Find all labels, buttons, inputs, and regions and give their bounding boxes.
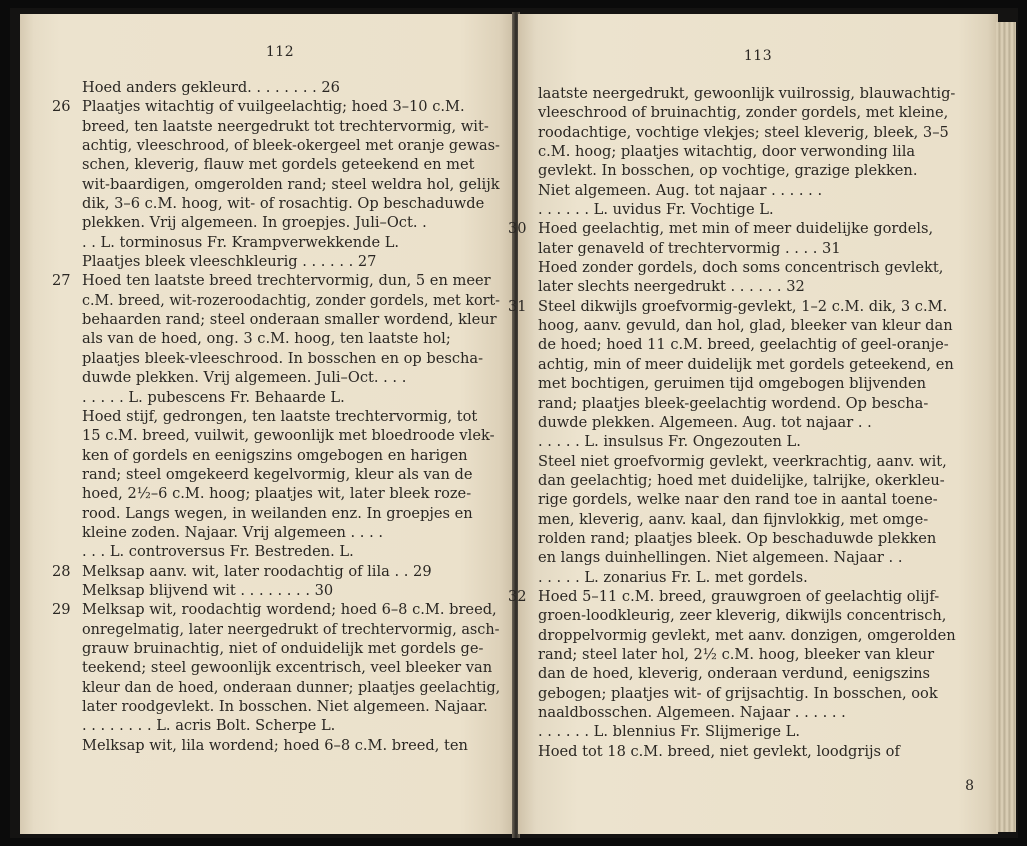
text-line [538,374,966,393]
text-line [538,394,966,413]
line-text: . . . L. controversus Fr. Bestreden. L. [82,543,354,561]
line-text: kleur dan de hoed, onderaan dunner; plaatjes geelachtig, [82,678,501,696]
page-number-left: 112 [265,44,295,60]
line-text: later roodgevlekt. In bosschen. Niet algemeen. Najaar. [82,698,488,715]
text-line [508,587,966,606]
text-line [538,568,966,587]
line-text: gebogen; plaatjes wit- of grijsachtig. In bosschen, ook [538,684,938,702]
text-line [538,490,966,509]
text-line [82,117,500,136]
line-text: Steel niet groefvormig gevlekt, veerkrachtig, aanv. wit, [538,452,947,470]
page-edges [996,22,1016,832]
text-line [82,620,500,639]
text-line [538,471,966,490]
text-line [538,277,966,296]
text-line [538,510,966,529]
text-line [82,678,500,697]
line-text: Hoed anders gekleurd. . . . . . . . 26 [82,79,340,96]
text-line [82,426,500,445]
line-text: rige gordels, welke naar den rand toe in aantal toene- [538,491,938,509]
line-text: duwde plekken. Algemeen. Aug. tot najaar . . [538,413,872,431]
line-text: hoog, aanv. gevuld, dan hol, glad, bleeker van kleur dan [538,317,953,335]
line-text: dik, 3–6 c.M. hoog, wit- of rosachtig. Op beschaduwde [82,195,485,213]
line-text: . . . . . . L. blennius Fr. Slijmerige L. [538,723,800,741]
line-text: Steel dikwijls groefvormig-gevlekt, 1–2 c.M. dik, 3 c.M. [538,297,948,315]
text-line [52,97,500,116]
line-text: men, kleverig, aanv. kaal, dan fijnvlokkig, met omge- [538,510,929,528]
line-text: Hoed 5–11 c.M. breed, grauwgroen of geelachtig olijf- [538,587,940,605]
text-line [538,181,966,200]
line-text: dan de hoed, kleverig, onderaan verdund, eenigszins [538,665,931,683]
line-text: als van de hoed, ong. 3 c.M. hoog, ten laatste hol; [82,330,451,348]
text-line [82,329,500,348]
text-line [82,349,500,368]
line-text: naaldbosschen. Algemeen. Najaar . . . . . . [538,704,846,721]
text-line [52,600,500,619]
left-page [20,14,516,834]
text-line [538,529,966,548]
text-line [538,742,966,761]
text-line [82,213,500,232]
line-text: Melksap aanv. wit, later roodachtig of lila . . 29 [82,562,432,580]
line-text: rolden rand; plaatjes bleek. Op beschaduwde plekken [538,529,937,547]
text-line [82,388,500,407]
line-text: rood. Langs wegen, in weilanden enz. In groepjes en [82,504,473,522]
line-text: c.M. breed, wit-rozeroodachtig, zonder gordels, met kort- [82,291,500,309]
entry-number: 29 [52,601,71,619]
line-text: . . . . . L. zonarius Fr. L. met gordels. [538,568,808,586]
text-line [82,697,500,716]
text-line [508,297,966,316]
right-page-text [508,84,966,761]
line-text: teekend; steel gewoonlijk excentrisch, veel bleeker van [82,659,493,677]
text-line [508,219,966,238]
text-line [82,542,500,561]
line-text: . . . . . L. insulsus Fr. Ongezouten L. [538,433,801,451]
line-text: kleine zoden. Najaar. Vrij algemeen . . . . [82,523,383,541]
entry-number: 32 [508,587,527,605]
line-text: Plaatjes bleek vleeschkleurig . . . . . . 27 [82,253,377,271]
line-text: . . . . . L. pubescens Fr. Behaarde L. [82,388,345,406]
text-line [82,291,500,310]
text-line [538,452,966,471]
text-line [538,103,966,122]
text-line [538,258,966,277]
line-text: 15 c.M. breed, vuilwit, gewoonlijk met bloedroode vlek- [82,427,495,445]
text-line [538,413,966,432]
line-text: ken of gordels en eenigszins omgebogen en harigen [82,446,468,464]
line-text: droppelvormig gevlekt, met aanv. donzigen, omgerolden [538,626,956,644]
text-line [538,142,966,161]
text-line [538,200,966,219]
line-text: dan geelachtig; hoed met duidelijke, talrijke, okerkleu- [538,471,945,489]
text-line [538,161,966,180]
text-line [82,136,500,155]
line-text: onregelmatig, later neergedrukt of trechtervormig, asch- [82,620,500,638]
line-text: later genaveld of trechtervormig . . . . 31 [538,239,841,257]
text-line [538,548,966,567]
text-line [82,716,500,735]
line-text: Hoed ten laatste breed trechtervormig, dun, 5 en meer [82,272,491,290]
line-text: later slechts neergedrukt . . . . . . 32 [538,278,805,296]
text-line [82,175,500,194]
line-text: schen, kleverig, flauw met gordels geteekend en met [82,156,475,174]
text-line [538,684,966,703]
line-text: Hoed stijf, gedrongen, ten laatste trechtervormig, tot [82,407,478,425]
line-text: Melksap wit, lila wordend; hoed 6–8 c.M. breed, ten [82,736,468,754]
text-line [82,252,500,271]
line-text: Hoed tot 18 c.M. breed, niet gevlekt, loodgrijs of [538,742,900,760]
entry-number: 28 [52,562,71,580]
line-text: Niet algemeen. Aug. tot najaar . . . . . . [538,181,823,199]
text-line [82,233,500,252]
text-line [538,606,966,625]
line-text: . . . . . . L. uvidus Fr. Vochtige L. [538,201,774,219]
line-text: vleeschrood of bruinachtig, zonder gordels, met kleine, [538,104,949,122]
left-page-text [52,78,501,755]
book-spread [10,8,1018,838]
text-line [82,504,500,523]
line-text: Hoed geelachtig, met min of meer duidelijke gordels, [538,220,934,238]
text-line [538,645,966,664]
line-text: de hoed; hoed 11 c.M. breed, geelachtig of geel-oranje- [538,336,949,354]
text-line [82,736,500,755]
line-text: plekken. Vrij algemeen. In groepjes. Juli–Oct. . [82,214,427,232]
line-text: Hoed zonder gordels, doch soms concentrisch gevlekt, [538,259,944,277]
text-line [82,194,500,213]
text-line [82,484,500,503]
line-text: gevlekt. In bosschen, op vochtige, grazige plekken. [538,162,918,180]
text-line [82,658,500,677]
entry-number: 31 [508,297,527,315]
text-line [82,581,500,600]
line-text: grauw bruinachtig, niet of onduidelijk met gordels ge- [82,639,484,657]
text-line [82,523,500,542]
text-line [538,123,966,142]
text-line [82,446,500,465]
line-text: rand; plaatjes bleek-geelachtig wordend. Op bescha- [538,394,929,412]
signature-mark: 8 [965,778,974,794]
entry-number: 27 [52,272,71,290]
text-line [82,407,500,426]
page-number-right: 113 [743,48,773,64]
line-text: c.M. hoog; plaatjes witachtig, door verwonding lila [538,143,916,161]
line-text: Plaatjes witachtig of vuilgeelachtig; hoed 3–10 c.M. [82,98,465,116]
text-line [82,78,500,97]
text-line [538,335,966,354]
right-page [508,14,998,834]
text-line [538,316,966,335]
line-text: behaarden rand; steel onderaan smaller wordend, kleur [82,311,497,329]
text-line [538,432,966,451]
entry-number: 30 [508,220,527,238]
line-text: groen-loodkleurig, zeer kleverig, dikwijls concentrisch, [538,607,947,625]
line-text: met bochtigen, geruimen tijd omgebogen blijvenden [538,375,927,393]
text-line [538,239,966,258]
line-text: achtig, min of meer duidelijk met gordels geteekend, en [538,355,954,373]
text-line [538,626,966,645]
text-line [82,155,500,174]
text-line [538,84,966,103]
line-text: en langs duinhellingen. Niet algemeen. Najaar . . [538,549,903,567]
text-line [82,368,500,387]
text-line [538,664,966,683]
text-line [538,722,966,741]
line-text: rand; steel omgekeerd kegelvormig, kleur als van de [82,465,473,483]
entry-number: 26 [52,98,71,116]
line-text: laatste neergedrukt, gewoonlijk vuilrossig, blauwachtig- [538,85,956,102]
text-line [538,355,966,374]
text-line [538,703,966,722]
line-text: hoed, 2½–6 c.M. hoog; plaatjes wit, later bleek roze- [82,485,472,503]
line-text: plaatjes bleek-vleeschrood. In bosschen en op bescha- [82,349,484,367]
text-line [82,310,500,329]
line-text: roodachtige, vochtige vlekjes; steel kleverig, bleek, 3–5 [538,123,949,141]
line-text: . . L. torminosus Fr. Krampverwekkende L. [82,233,400,251]
text-line [52,562,500,581]
line-text: rand; steel later hol, 2½ c.M. hoog, bleeker van kleur [538,645,935,663]
line-text: duwde plekken. Vrij algemeen. Juli–Oct. . . . [82,369,407,387]
line-text: . . . . . . . . L. acris Bolt. Scherpe L. [82,717,336,735]
line-text: breed, ten laatste neergedrukt tot trechtervormig, wit- [82,117,489,135]
line-text: Melksap wit, roodachtig wordend; hoed 6–8 c.M. breed, [82,601,497,619]
text-line [82,465,500,484]
line-text: wit-baardigen, omgerolden rand; steel weldra hol, gelijk [82,175,500,193]
text-line [82,639,500,658]
line-text: Melksap blijvend wit . . . . . . . . 30 [82,581,334,599]
text-line [52,271,500,290]
line-text: achtig, vleeschrood, of bleek-okergeel met oranje gewas- [82,137,500,155]
